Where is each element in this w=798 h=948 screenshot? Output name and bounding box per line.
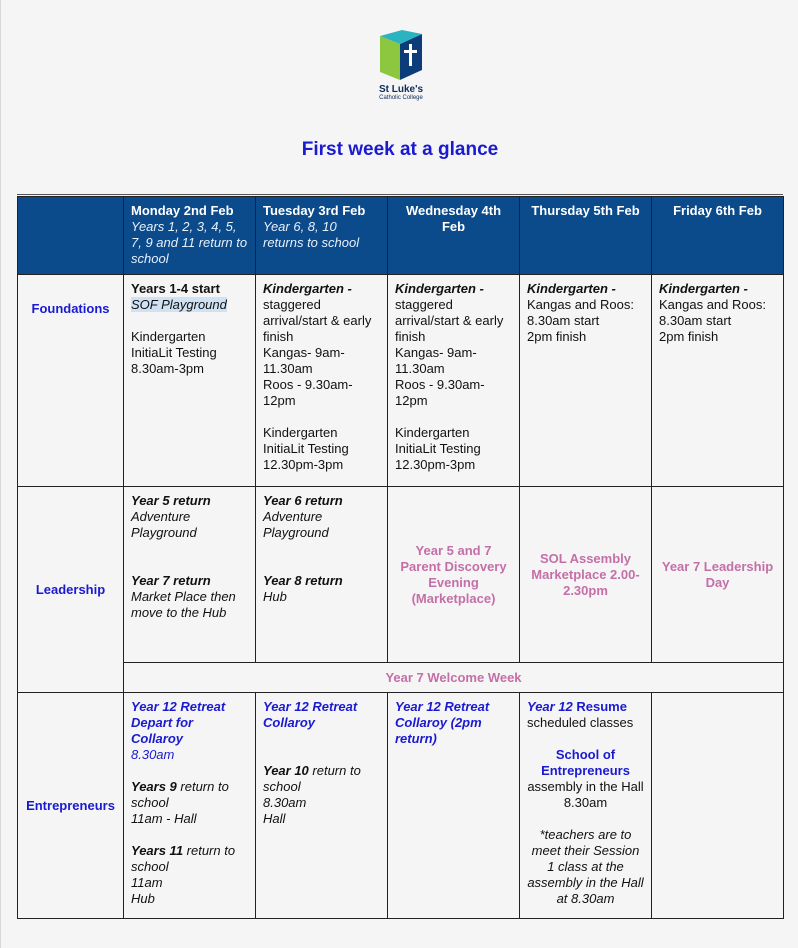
cell-leadership-thu: SOL Assembly Marketplace 2.00-2.30pm <box>520 487 652 663</box>
cell-entrepreneurs-wed: Year 12 Retreat Collaroy (2pm return) <box>388 693 520 919</box>
row-label-leadership: Leadership <box>18 487 124 693</box>
divider <box>17 194 783 195</box>
cell-foundations-tue: Kindergarten - staggered arrival/start & early finish Kangas- 9am-11.30am Roos - 9.30am-12pm Kindergarten InitiaLit Testing 12.30pm-3pm <box>256 275 388 487</box>
row-label-foundations: Foundations <box>18 275 124 487</box>
logo-name: St Luke's <box>378 84 424 95</box>
table-row-entrepreneurs <box>18 693 784 919</box>
header-friday: Friday 6th Feb <box>652 197 784 275</box>
header-wednesday: Wednesday 4th Feb <box>388 197 520 275</box>
header-thursday: Thursday 5th Feb <box>520 197 652 275</box>
book-cross-icon <box>376 30 426 82</box>
header-corner <box>18 197 124 275</box>
college-logo <box>371 30 431 110</box>
table-row-foundations <box>18 275 784 487</box>
cell-entrepreneurs-mon: Year 12 Retreat Depart for Collaroy 8.30am Years 9 return to school 11am - Hall Years 11 return to school 11am Hub <box>124 693 256 919</box>
cell-entrepreneurs-fri <box>652 693 784 919</box>
table-row-welcome-week <box>18 663 784 693</box>
header-row <box>18 197 784 275</box>
cell-leadership-fri: Year 7 Leadership Day <box>652 487 784 663</box>
header-monday: Monday 2nd Feb Years 1, 2, 3, 4, 5, 7, 9 and 11 return to school <box>124 197 256 275</box>
page-title: First week at a glance <box>301 139 499 160</box>
cell-entrepreneurs-tue: Year 12 Retreat Collaroy Year 10 return to school 8.30am Hall <box>256 693 388 919</box>
cell-leadership-tue: Year 6 return Adventure Playground Year 8 return Hub <box>256 487 388 663</box>
cell-foundations-mon: Years 1-4 start SOF Playground Kindergarten InitiaLit Testing 8.30am-3pm <box>124 275 256 487</box>
cell-entrepreneurs-thu: Year 12 Resume scheduled classes School of Entrepreneurs assembly in the Hall 8.30am *teachers are to meet their Session 1 class at the assembly in the Hall at 8.30am <box>520 693 652 919</box>
table-row-leadership <box>18 487 784 663</box>
banner-welcome-week: Year 7 Welcome Week <box>124 663 784 693</box>
cell-leadership-wed: Year 5 and 7 Parent Discovery Evening (Marketplace) <box>388 487 520 663</box>
cell-foundations-wed: Kindergarten - staggered arrival/start & early finish Kangas- 9am-11.30am Roos - 9.30am-12pm Kindergarten InitiaLit Testing 12.30pm-3pm <box>388 275 520 487</box>
cell-foundations-fri: Kindergarten - Kangas and Roos: 8.30am start 2pm finish <box>652 275 784 487</box>
logo-subtitle: Catholic College <box>379 95 423 101</box>
header-tuesday: Tuesday 3rd Feb Year 6, 8, 10 returns to school <box>256 197 388 275</box>
schedule-table <box>17 196 784 919</box>
cell-leadership-mon: Year 5 return Adventure Playground Year 7 return Market Place then move to the Hub <box>124 487 256 663</box>
row-label-entrepreneurs: Entrepreneurs <box>18 693 124 919</box>
cell-foundations-thu: Kindergarten - Kangas and Roos: 8.30am start 2pm finish <box>520 275 652 487</box>
